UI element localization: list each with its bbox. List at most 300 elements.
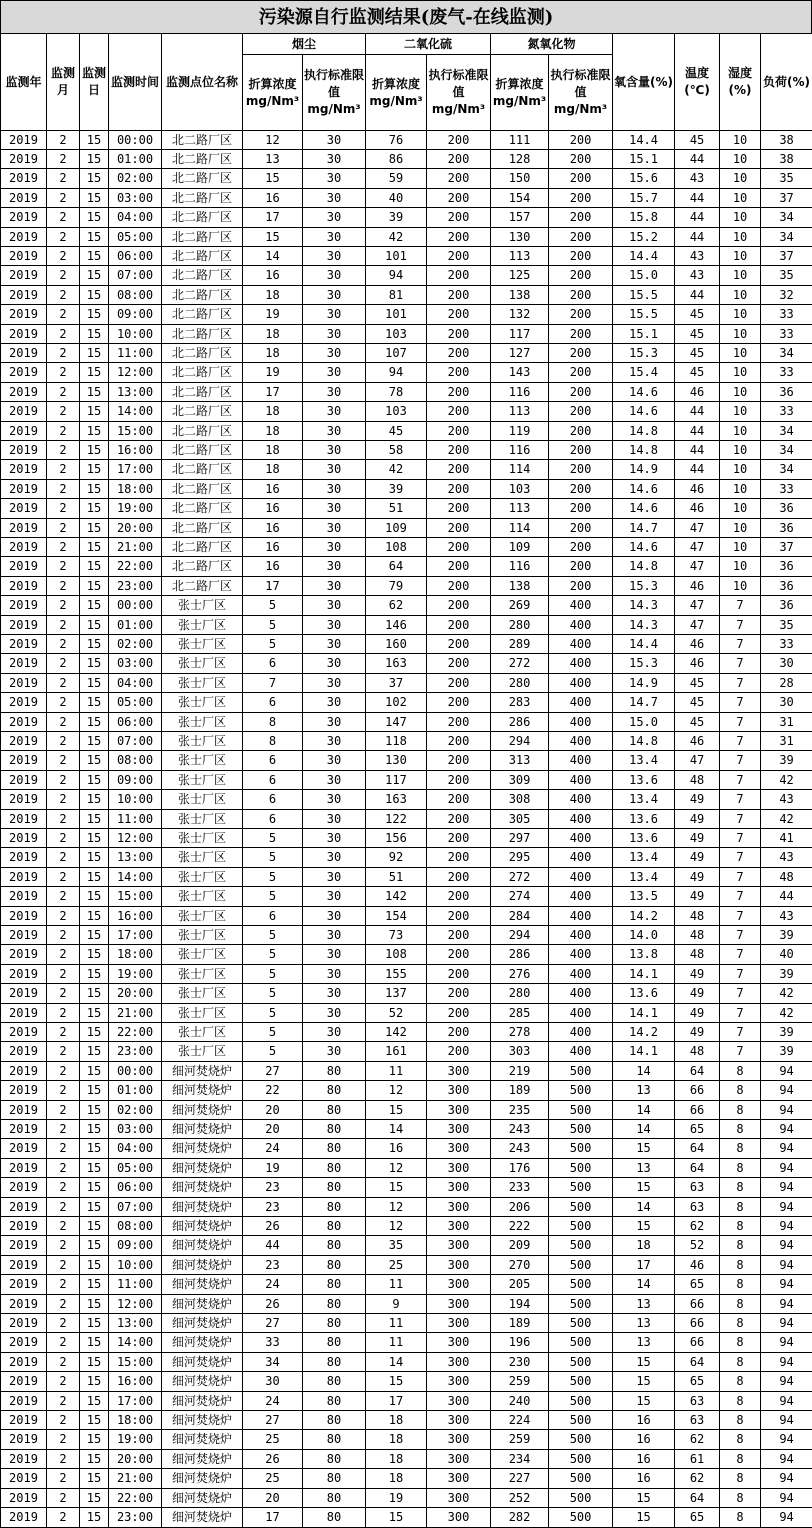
cell-day: 15	[80, 1295, 109, 1314]
cell-smoke-calc: 18	[243, 441, 303, 460]
cell-smoke-calc: 6	[243, 654, 303, 674]
table-row	[1, 305, 812, 325]
table-row	[1, 1489, 812, 1508]
cell-so2-calc: 161	[366, 1042, 427, 1062]
table-row	[1, 499, 812, 519]
cell-o2: 13.4	[613, 868, 675, 887]
cell-day: 15	[80, 868, 109, 887]
cell-temp: 43	[675, 169, 720, 189]
cell-time: 16:00	[109, 907, 162, 926]
cell-humidity: 8	[720, 1450, 761, 1469]
cell-temp: 66	[675, 1081, 720, 1101]
cell-load: 94	[761, 1314, 812, 1333]
cell-temp: 49	[675, 1004, 720, 1023]
cell-day: 15	[80, 1508, 109, 1528]
cell-day: 15	[80, 266, 109, 286]
cell-so2-limit: 200	[427, 771, 491, 790]
cell-year: 2019	[1, 829, 47, 848]
cell-day: 15	[80, 654, 109, 674]
cell-smoke-limit: 80	[303, 1469, 366, 1489]
cell-nox-calc: 132	[491, 305, 549, 325]
cell-load: 42	[761, 810, 812, 829]
cell-nox-limit: 500	[549, 1256, 613, 1275]
cell-so2-limit: 200	[427, 460, 491, 480]
header-calc-label: 折算浓度	[491, 76, 548, 93]
cell-smoke-limit: 80	[303, 1411, 366, 1430]
cell-so2-calc: 14	[366, 1353, 427, 1372]
cell-so2-calc: 101	[366, 305, 427, 325]
cell-humidity: 7	[720, 790, 761, 810]
cell-year: 2019	[1, 1275, 47, 1295]
cell-so2-limit: 300	[427, 1353, 491, 1372]
cell-year: 2019	[1, 1314, 47, 1333]
cell-day: 15	[80, 1333, 109, 1353]
cell-day: 15	[80, 1469, 109, 1489]
cell-o2: 15.0	[613, 713, 675, 732]
cell-nox-limit: 400	[549, 984, 613, 1004]
cell-smoke-limit: 80	[303, 1489, 366, 1508]
cell-smoke-limit: 80	[303, 1178, 366, 1198]
cell-nox-calc: 278	[491, 1023, 549, 1042]
cell-smoke-calc: 20	[243, 1120, 303, 1139]
cell-smoke-calc: 16	[243, 538, 303, 557]
cell-day: 15	[80, 1042, 109, 1062]
cell-temp: 44	[675, 460, 720, 480]
cell-year: 2019	[1, 1004, 47, 1023]
cell-smoke-limit: 30	[303, 926, 366, 945]
cell-smoke-limit: 30	[303, 499, 366, 519]
cell-day: 15	[80, 1353, 109, 1372]
cell-so2-calc: 102	[366, 693, 427, 713]
cell-temp: 65	[675, 1120, 720, 1139]
cell-time: 21:00	[109, 538, 162, 557]
cell-temp: 64	[675, 1159, 720, 1178]
cell-o2: 14.1	[613, 965, 675, 984]
cell-o2: 18	[613, 1236, 675, 1256]
table-row	[1, 286, 812, 305]
cell-nox-calc: 280	[491, 674, 549, 693]
cell-temp: 45	[675, 325, 720, 344]
cell-humidity: 8	[720, 1392, 761, 1411]
cell-month: 2	[47, 1217, 80, 1236]
table-row	[1, 1198, 812, 1217]
cell-site: 北二路厂区	[162, 441, 243, 460]
cell-nox-limit: 400	[549, 887, 613, 907]
table-row	[1, 810, 812, 829]
cell-nox-limit: 200	[549, 557, 613, 577]
monitoring-table	[0, 33, 812, 1528]
cell-so2-limit: 200	[427, 926, 491, 945]
cell-so2-limit: 200	[427, 887, 491, 907]
cell-o2: 13.6	[613, 984, 675, 1004]
cell-temp: 47	[675, 751, 720, 771]
cell-nox-calc: 280	[491, 616, 549, 635]
cell-o2: 14.9	[613, 674, 675, 693]
cell-nox-calc: 114	[491, 519, 549, 538]
cell-so2-limit: 200	[427, 965, 491, 984]
cell-humidity: 7	[720, 1004, 761, 1023]
cell-o2: 15.0	[613, 266, 675, 286]
cell-so2-limit: 200	[427, 422, 491, 441]
cell-nox-calc: 269	[491, 596, 549, 616]
cell-so2-limit: 300	[427, 1392, 491, 1411]
cell-load: 34	[761, 228, 812, 247]
cell-temp: 64	[675, 1353, 720, 1372]
cell-humidity: 7	[720, 751, 761, 771]
cell-nox-calc: 127	[491, 344, 549, 363]
cell-site: 张士厂区	[162, 984, 243, 1004]
cell-nox-limit: 200	[549, 480, 613, 499]
cell-day: 15	[80, 305, 109, 325]
cell-site: 细河焚烧炉	[162, 1372, 243, 1392]
cell-year: 2019	[1, 208, 47, 228]
cell-nox-limit: 500	[549, 1411, 613, 1430]
cell-month: 2	[47, 1275, 80, 1295]
cell-time: 14:00	[109, 1333, 162, 1353]
cell-so2-limit: 200	[427, 907, 491, 926]
cell-day: 15	[80, 169, 109, 189]
header-nox-limit	[549, 55, 613, 131]
cell-so2-limit: 300	[427, 1275, 491, 1295]
cell-nox-calc: 303	[491, 1042, 549, 1062]
cell-temp: 66	[675, 1101, 720, 1120]
cell-load: 94	[761, 1508, 812, 1528]
cell-temp: 48	[675, 945, 720, 965]
cell-day: 15	[80, 848, 109, 868]
cell-o2: 15.3	[613, 654, 675, 674]
cell-nox-calc: 234	[491, 1450, 549, 1469]
cell-month: 2	[47, 557, 80, 577]
cell-load: 43	[761, 848, 812, 868]
table-row	[1, 654, 812, 674]
cell-temp: 44	[675, 208, 720, 228]
cell-month: 2	[47, 169, 80, 189]
cell-humidity: 8	[720, 1081, 761, 1101]
cell-smoke-calc: 25	[243, 1430, 303, 1450]
cell-so2-limit: 200	[427, 790, 491, 810]
table-row	[1, 596, 812, 616]
header-month: 监测月	[47, 34, 80, 131]
cell-nox-limit: 400	[549, 616, 613, 635]
cell-smoke-limit: 30	[303, 519, 366, 538]
cell-day: 15	[80, 1062, 109, 1081]
cell-humidity: 10	[720, 169, 761, 189]
cell-site: 张士厂区	[162, 693, 243, 713]
cell-smoke-limit: 30	[303, 169, 366, 189]
cell-nox-limit: 500	[549, 1217, 613, 1236]
table-row	[1, 1139, 812, 1159]
cell-time: 17:00	[109, 460, 162, 480]
cell-o2: 14.1	[613, 1042, 675, 1062]
cell-load: 48	[761, 868, 812, 887]
cell-so2-limit: 200	[427, 325, 491, 344]
cell-smoke-limit: 30	[303, 228, 366, 247]
cell-site: 北二路厂区	[162, 228, 243, 247]
header-so2: 二氧化硫	[366, 34, 491, 55]
cell-smoke-limit: 30	[303, 945, 366, 965]
cell-time: 19:00	[109, 1430, 162, 1450]
cell-year: 2019	[1, 1139, 47, 1159]
cell-site: 北二路厂区	[162, 286, 243, 305]
table-row	[1, 1159, 812, 1178]
cell-temp: 45	[675, 363, 720, 383]
table-row	[1, 228, 812, 247]
cell-humidity: 7	[720, 1023, 761, 1042]
cell-year: 2019	[1, 984, 47, 1004]
cell-nox-calc: 176	[491, 1159, 549, 1178]
cell-time: 12:00	[109, 829, 162, 848]
cell-load: 43	[761, 790, 812, 810]
cell-temp: 63	[675, 1411, 720, 1430]
table-header	[1, 34, 812, 131]
cell-temp: 47	[675, 557, 720, 577]
cell-site: 细河焚烧炉	[162, 1392, 243, 1411]
cell-year: 2019	[1, 1178, 47, 1198]
cell-month: 2	[47, 383, 80, 402]
cell-temp: 66	[675, 1333, 720, 1353]
cell-smoke-calc: 6	[243, 810, 303, 829]
cell-nox-limit: 200	[549, 131, 613, 150]
cell-time: 22:00	[109, 1489, 162, 1508]
cell-smoke-limit: 30	[303, 713, 366, 732]
cell-o2: 14.4	[613, 131, 675, 150]
cell-year: 2019	[1, 131, 47, 150]
cell-day: 15	[80, 616, 109, 635]
cell-nox-limit: 200	[549, 519, 613, 538]
cell-site: 北二路厂区	[162, 499, 243, 519]
cell-smoke-limit: 30	[303, 790, 366, 810]
cell-time: 09:00	[109, 771, 162, 790]
cell-smoke-calc: 23	[243, 1256, 303, 1275]
table-row	[1, 344, 812, 363]
cell-smoke-calc: 5	[243, 1042, 303, 1062]
cell-nox-limit: 500	[549, 1469, 613, 1489]
cell-load: 94	[761, 1392, 812, 1411]
cell-so2-limit: 200	[427, 616, 491, 635]
cell-nox-limit: 400	[549, 654, 613, 674]
cell-nox-calc: 259	[491, 1430, 549, 1450]
cell-o2: 13.6	[613, 829, 675, 848]
cell-o2: 14	[613, 1062, 675, 1081]
cell-temp: 47	[675, 596, 720, 616]
cell-day: 15	[80, 538, 109, 557]
cell-load: 37	[761, 189, 812, 208]
cell-time: 05:00	[109, 693, 162, 713]
cell-so2-limit: 200	[427, 557, 491, 577]
cell-smoke-limit: 30	[303, 674, 366, 693]
cell-month: 2	[47, 926, 80, 945]
cell-year: 2019	[1, 868, 47, 887]
header-unit-label: mg/Nm³	[427, 101, 490, 118]
cell-smoke-limit: 30	[303, 189, 366, 208]
cell-month: 2	[47, 965, 80, 984]
cell-day: 15	[80, 1004, 109, 1023]
cell-nox-limit: 400	[549, 635, 613, 654]
cell-smoke-calc: 7	[243, 674, 303, 693]
table-row	[1, 422, 812, 441]
cell-nox-calc: 116	[491, 441, 549, 460]
cell-smoke-limit: 30	[303, 887, 366, 907]
cell-temp: 48	[675, 771, 720, 790]
table-row	[1, 1314, 812, 1333]
cell-humidity: 7	[720, 635, 761, 654]
cell-year: 2019	[1, 713, 47, 732]
cell-site: 细河焚烧炉	[162, 1411, 243, 1430]
cell-time: 10:00	[109, 1256, 162, 1275]
cell-humidity: 8	[720, 1314, 761, 1333]
cell-year: 2019	[1, 732, 47, 751]
cell-time: 04:00	[109, 674, 162, 693]
cell-so2-calc: 42	[366, 228, 427, 247]
cell-smoke-calc: 26	[243, 1295, 303, 1314]
cell-day: 15	[80, 829, 109, 848]
cell-humidity: 8	[720, 1256, 761, 1275]
cell-load: 94	[761, 1275, 812, 1295]
cell-month: 2	[47, 1120, 80, 1139]
cell-day: 15	[80, 1372, 109, 1392]
table-row	[1, 1004, 812, 1023]
cell-so2-limit: 200	[427, 1023, 491, 1042]
cell-humidity: 7	[720, 771, 761, 790]
cell-time: 08:00	[109, 286, 162, 305]
cell-smoke-calc: 27	[243, 1411, 303, 1430]
cell-o2: 14.6	[613, 499, 675, 519]
cell-nox-limit: 400	[549, 1004, 613, 1023]
cell-so2-calc: 12	[366, 1217, 427, 1236]
cell-month: 2	[47, 596, 80, 616]
table-row	[1, 887, 812, 907]
cell-smoke-limit: 30	[303, 1023, 366, 1042]
cell-month: 2	[47, 713, 80, 732]
cell-o2: 15	[613, 1217, 675, 1236]
table-row	[1, 1295, 812, 1314]
cell-year: 2019	[1, 616, 47, 635]
cell-smoke-calc: 5	[243, 945, 303, 965]
cell-day: 15	[80, 1081, 109, 1101]
cell-time: 07:00	[109, 266, 162, 286]
cell-smoke-calc: 19	[243, 363, 303, 383]
cell-month: 2	[47, 499, 80, 519]
cell-month: 2	[47, 1392, 80, 1411]
cell-day: 15	[80, 1217, 109, 1236]
cell-year: 2019	[1, 810, 47, 829]
cell-smoke-calc: 30	[243, 1372, 303, 1392]
cell-humidity: 8	[720, 1430, 761, 1450]
cell-so2-limit: 300	[427, 1469, 491, 1489]
cell-temp: 65	[675, 1508, 720, 1528]
cell-so2-calc: 137	[366, 984, 427, 1004]
cell-time: 23:00	[109, 1042, 162, 1062]
cell-day: 15	[80, 344, 109, 363]
cell-so2-calc: 81	[366, 286, 427, 305]
cell-year: 2019	[1, 480, 47, 499]
cell-month: 2	[47, 1489, 80, 1508]
cell-so2-calc: 25	[366, 1256, 427, 1275]
cell-humidity: 10	[720, 519, 761, 538]
cell-day: 15	[80, 460, 109, 480]
cell-smoke-calc: 8	[243, 732, 303, 751]
cell-nox-limit: 500	[549, 1159, 613, 1178]
cell-humidity: 8	[720, 1062, 761, 1081]
cell-so2-limit: 300	[427, 1217, 491, 1236]
header-unit-label: mg/Nm³	[549, 101, 612, 118]
cell-humidity: 8	[720, 1217, 761, 1236]
cell-month: 2	[47, 945, 80, 965]
cell-temp: 46	[675, 1256, 720, 1275]
table-row	[1, 1236, 812, 1256]
cell-humidity: 10	[720, 228, 761, 247]
cell-month: 2	[47, 441, 80, 460]
cell-temp: 64	[675, 1062, 720, 1081]
cell-site: 细河焚烧炉	[162, 1178, 243, 1198]
cell-smoke-limit: 30	[303, 131, 366, 150]
cell-nox-limit: 500	[549, 1392, 613, 1411]
cell-smoke-calc: 18	[243, 422, 303, 441]
cell-humidity: 7	[720, 713, 761, 732]
cell-year: 2019	[1, 247, 47, 266]
cell-so2-calc: 51	[366, 868, 427, 887]
table-row	[1, 480, 812, 499]
cell-time: 01:00	[109, 150, 162, 169]
cell-smoke-calc: 13	[243, 150, 303, 169]
cell-nox-limit: 400	[549, 848, 613, 868]
cell-smoke-calc: 26	[243, 1450, 303, 1469]
cell-day: 15	[80, 674, 109, 693]
cell-humidity: 8	[720, 1159, 761, 1178]
cell-temp: 46	[675, 383, 720, 402]
cell-day: 15	[80, 1198, 109, 1217]
cell-site: 张士厂区	[162, 674, 243, 693]
cell-so2-calc: 156	[366, 829, 427, 848]
cell-smoke-limit: 30	[303, 965, 366, 984]
cell-so2-limit: 200	[427, 596, 491, 616]
cell-nox-limit: 400	[549, 1023, 613, 1042]
cell-humidity: 7	[720, 732, 761, 751]
cell-smoke-calc: 23	[243, 1178, 303, 1198]
cell-year: 2019	[1, 654, 47, 674]
cell-load: 33	[761, 363, 812, 383]
cell-so2-limit: 200	[427, 1004, 491, 1023]
cell-so2-limit: 200	[427, 713, 491, 732]
cell-month: 2	[47, 1062, 80, 1081]
cell-o2: 13.6	[613, 810, 675, 829]
cell-year: 2019	[1, 1236, 47, 1256]
cell-month: 2	[47, 1159, 80, 1178]
cell-smoke-calc: 18	[243, 344, 303, 363]
cell-o2: 15.3	[613, 577, 675, 596]
cell-nox-limit: 200	[549, 150, 613, 169]
cell-o2: 14.0	[613, 926, 675, 945]
cell-nox-calc: 130	[491, 228, 549, 247]
cell-month: 2	[47, 907, 80, 926]
cell-site: 张士厂区	[162, 848, 243, 868]
cell-humidity: 7	[720, 907, 761, 926]
cell-month: 2	[47, 228, 80, 247]
cell-humidity: 7	[720, 1042, 761, 1062]
cell-humidity: 8	[720, 1275, 761, 1295]
cell-month: 2	[47, 131, 80, 150]
cell-load: 41	[761, 829, 812, 848]
cell-time: 03:00	[109, 1120, 162, 1139]
table-row	[1, 945, 812, 965]
cell-day: 15	[80, 596, 109, 616]
cell-load: 42	[761, 984, 812, 1004]
header-temp: 温度(℃)	[675, 34, 720, 131]
cell-humidity: 10	[720, 208, 761, 228]
cell-smoke-calc: 5	[243, 1023, 303, 1042]
cell-so2-calc: 18	[366, 1411, 427, 1430]
cell-load: 33	[761, 402, 812, 422]
